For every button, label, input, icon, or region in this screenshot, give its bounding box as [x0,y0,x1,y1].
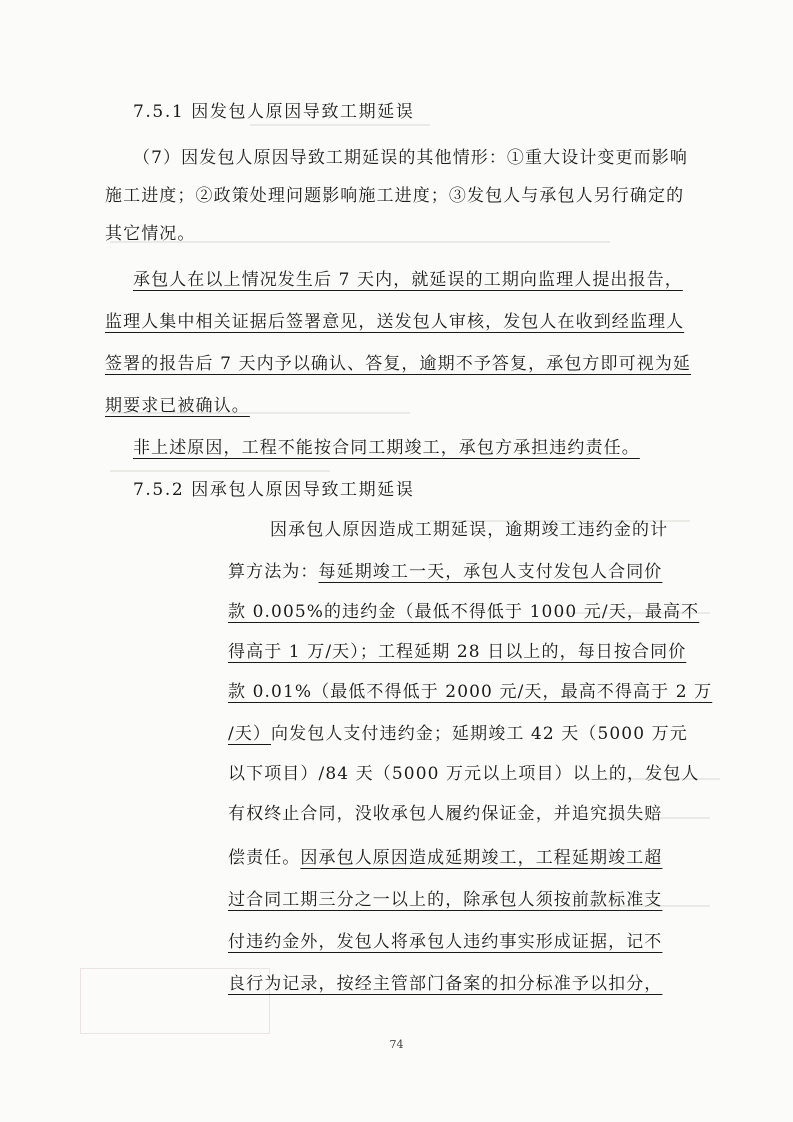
section-heading-7-5-1: 7.5.1 因发包人原因导致工期延误 [133,102,415,122]
penalty-line-5: 款 0.01%（最低不得低于 2000 元/天，最高不得高于 2 万 [228,682,713,702]
penalty-line-4: 得高于 1 万/天）；工程延期 28 日以上的，每日按合同价 [228,642,687,662]
penalty-line-1: 因承包人原因造成工期延误，逾期竣工违约金的计 [270,520,669,540]
penalty-line-8: 有权终止合同，没收承包人履约保证金，并追究损失赔 [228,804,663,824]
penalty-line-11: 付违约金外，发包人将承包人违约事实形成证据，记不 [228,932,663,952]
page-number: 74 [389,1038,404,1051]
item7-line-3: 其它情况。 [105,224,196,244]
penalty-line-6 [228,722,688,746]
overdue-text: 因承包人原因造成延期竣工，工程延期竣工超 [300,848,663,868]
report-line-3: 签署的报告后 7 天内予以确认、答复，逾期不予答复，承包方即可视为延 [105,354,692,374]
item7-line-1: （7）因发包人原因导致工期延误的其他情形：①重大设计变更而影响 [133,148,688,168]
bleed-through-mark [250,124,430,126]
penalty-line-12: 良行为记录，按经主管部门备案的扣分标准予以扣分， [228,974,663,994]
report-line-4: 期要求已被确认。 [105,396,250,416]
section-heading-7-5-2: 7.5.2 因承包人原因导致工期延误 [133,480,415,500]
penalty-line-9 [228,846,662,870]
liability-text: 偿责任。 [228,848,301,868]
penalty-rate-text: 每延期竣工一天，承包人支付发包人合同价 [318,562,663,582]
bleed-through-mark [110,470,330,472]
other-reason-line: 非上述原因，工程不能按合同工期竣工，承包方承担违约责任。 [133,438,640,458]
penalty-line-2 [228,560,662,584]
report-line-2: 监理人集中相关证据后签署意见，送发包人审核，发包人在收到经监理人 [105,312,685,332]
penalty-line-3: 款 0.005%的违约金（最低不得低于 1000 元/天，最高不 [228,602,700,622]
report-line-1: 承包人在以上情况发生后 7 天内，就延误的工期向监理人提出报告， [133,270,683,290]
penalty-line-10: 过合同工期三分之一以上的，除承包人须按前款标准支 [228,890,663,910]
penalty-method-label: 算方法为： [228,562,319,582]
item7-line-2: 施工进度；②政策处理问题影响施工进度；③发包人与承包人另行确定的 [105,186,685,206]
penalty-line-7: 以下项目）/84 天（5000 万元以上项目）以上的，发包人 [228,764,700,784]
penalty-rate-end: /天） [228,724,272,744]
termination-text: 向发包人支付违约金；延期竣工 42 天（5000 万元 [271,724,688,744]
